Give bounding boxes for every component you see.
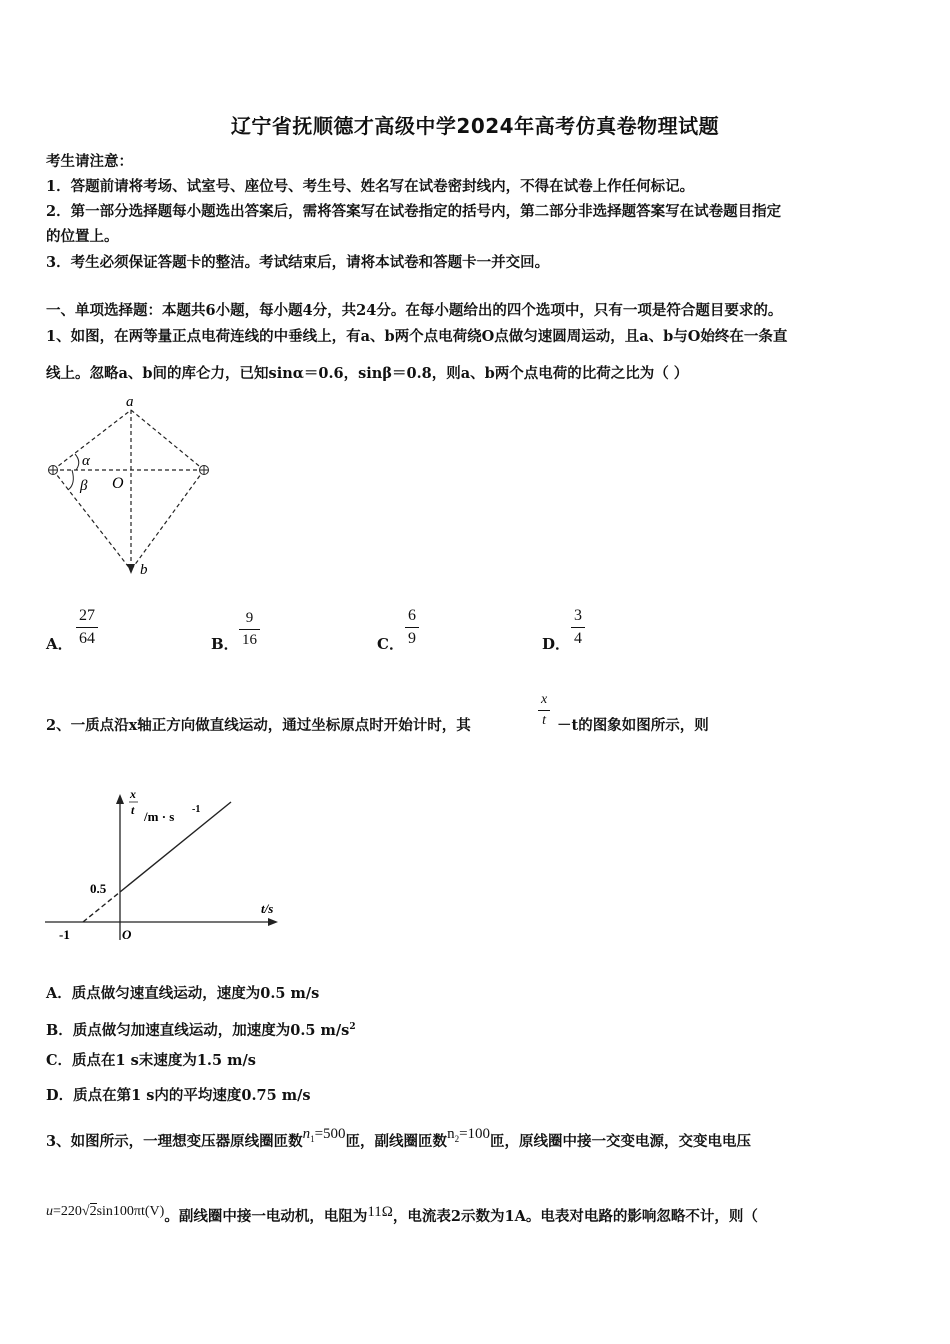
- label-a: a: [126, 394, 134, 410]
- u-tail: sin100πt(V): [96, 1204, 165, 1219]
- fraction-denominator: 9: [408, 630, 416, 647]
- notice-item: 的位置上。: [46, 228, 119, 245]
- q2-text-before: 2、一质点沿x轴正方向做直线运动，通过坐标原点时开始计时，其: [46, 717, 471, 734]
- q1-text-line2: 线上。忽略a、b间的库仑力，已知sinα＝0.6，sinβ＝0.8，则a、b两个点电荷的比荷之比为（ ）: [46, 365, 689, 382]
- n2-subscript: 2: [454, 1134, 460, 1144]
- q3-text-part5: ，电流表2示数为1A。电表对电路的影响忽略不计，则（: [392, 1208, 758, 1225]
- origin-label: O: [122, 927, 132, 942]
- line-series-solid: [120, 802, 231, 892]
- q3-text-part4: 。副线圈中接一电动机，电阻为: [164, 1208, 368, 1225]
- q2-option-b-sup: 2: [349, 1022, 356, 1032]
- q1-option-b-fraction: [239, 610, 260, 649]
- q1-option-a-fraction: [76, 607, 98, 648]
- fraction-denominator: 16: [242, 632, 257, 648]
- line-right-to-b: [131, 470, 204, 570]
- fraction-numerator: 9: [245, 610, 254, 626]
- notice-item: 3．考生必须保证答题卡的整洁。考试结束后，请将本试卷和答题卡一并交回。: [46, 254, 550, 271]
- y-intercept-label: 0.5: [90, 881, 107, 896]
- q1-option-d-label[interactable]: D．: [542, 635, 571, 653]
- n2-value: =100: [459, 1126, 491, 1142]
- fraction-numerator: 6: [408, 607, 416, 624]
- q1-option-c-fraction: [405, 607, 419, 648]
- q3-line2: [46, 1204, 758, 1228]
- q2-xt-fraction: [538, 692, 550, 729]
- notice-heading: 考生请注意：: [46, 153, 133, 170]
- q1-figure: [40, 392, 230, 582]
- notice-item: 1．答题前请将考场、试室号、座位号、考生号、姓名写在试卷密封线内，不得在试卷上作任何标记。: [46, 178, 695, 195]
- label-beta: β: [80, 478, 88, 494]
- x-intercept-label: -1: [59, 927, 70, 942]
- label-o: O: [112, 475, 124, 492]
- q2-option-b-text: B．质点做匀加速直线运动，加速度为0.5 m/s: [46, 1021, 350, 1039]
- section-heading: 一、单项选择题：本题共6小题，每小题4分，共24分。在每小题给出的四个选项中，只有一项是符合题目要求的。: [46, 302, 783, 319]
- fraction-denominator: t: [542, 713, 547, 728]
- n1-symbol: n: [302, 1126, 311, 1142]
- angle-alpha-arc: [75, 454, 79, 470]
- y-axis-den: t: [131, 803, 135, 817]
- q2-option-d[interactable]: D．质点在第1 s内的平均速度0.75 m/s: [46, 1087, 311, 1104]
- n1-value: =500: [314, 1126, 346, 1142]
- n1-subscript: 1: [310, 1134, 315, 1144]
- sqrt-icon: √: [81, 1204, 90, 1219]
- line-a-to-right: [131, 410, 204, 470]
- u-equals: =220: [53, 1204, 82, 1219]
- u-symbol: u: [46, 1204, 53, 1219]
- resistance-value: 11Ω: [367, 1204, 393, 1220]
- line-left-to-a: [53, 410, 131, 470]
- label-alpha: α: [82, 453, 90, 469]
- q2-graph: [40, 782, 290, 952]
- angle-beta-arc: [68, 470, 73, 490]
- q2-text-after: －t的图象如图所示，则: [557, 717, 709, 734]
- q3-text-part1: 3、如图所示，一理想变压器原线圈匝数: [46, 1133, 303, 1150]
- y-axis-num: x: [130, 787, 136, 801]
- q1-option-a-label[interactable]: A．: [46, 635, 73, 653]
- page-title: 辽宁省抚顺德才高级中学2024年高考仿真卷物理试题: [230, 114, 720, 138]
- label-b: b: [140, 562, 148, 578]
- fraction-numerator: 3: [574, 607, 582, 624]
- arrow-head-icon: [127, 564, 135, 574]
- u-radicand: 2: [89, 1204, 97, 1219]
- line-series-dashed-extension: [83, 892, 120, 922]
- q1-option-d-fraction: [571, 607, 585, 648]
- fraction-denominator: 64: [79, 630, 95, 647]
- q3-text-part2: 匝，副线圈匝数: [345, 1133, 448, 1150]
- q2-option-a[interactable]: A．质点做匀速直线运动，速度为0.5 m/s: [46, 985, 320, 1002]
- q1-text-line1: 1、如图，在两等量正点电荷连线的中垂线上，有a、b两个点电荷绕O点做匀速圆周运动，且a、b与O始终在一条直: [46, 328, 788, 345]
- notice-item: 2．第一部分选择题每小题选出答案后，需将答案写在试卷指定的括号内，第二部分非选择题答案写在试卷题目指定: [46, 203, 782, 220]
- x-axis-arrow-icon: [268, 918, 278, 926]
- fraction-numerator: x: [541, 692, 548, 707]
- q1-option-c-label[interactable]: C．: [377, 635, 404, 653]
- q1-option-b-label[interactable]: B．: [211, 635, 239, 653]
- n2-symbol: n: [447, 1126, 455, 1142]
- fraction-numerator: 27: [79, 607, 95, 624]
- q2-option-c[interactable]: C．质点在1 s末速度为1.5 m/s: [46, 1052, 256, 1069]
- q3-text-part3: 匝，原线圈中接一交变电源，交变电电压: [490, 1133, 752, 1150]
- q3-line1: [46, 1126, 752, 1157]
- q2-option-b[interactable]: [46, 1017, 356, 1041]
- fraction-denominator: 4: [574, 630, 582, 647]
- y-axis-unit-exp: -1: [192, 804, 201, 815]
- y-axis-unit: /m · s: [144, 809, 175, 824]
- y-axis-arrow-icon: [116, 794, 124, 804]
- x-axis-label: t/s: [261, 901, 274, 916]
